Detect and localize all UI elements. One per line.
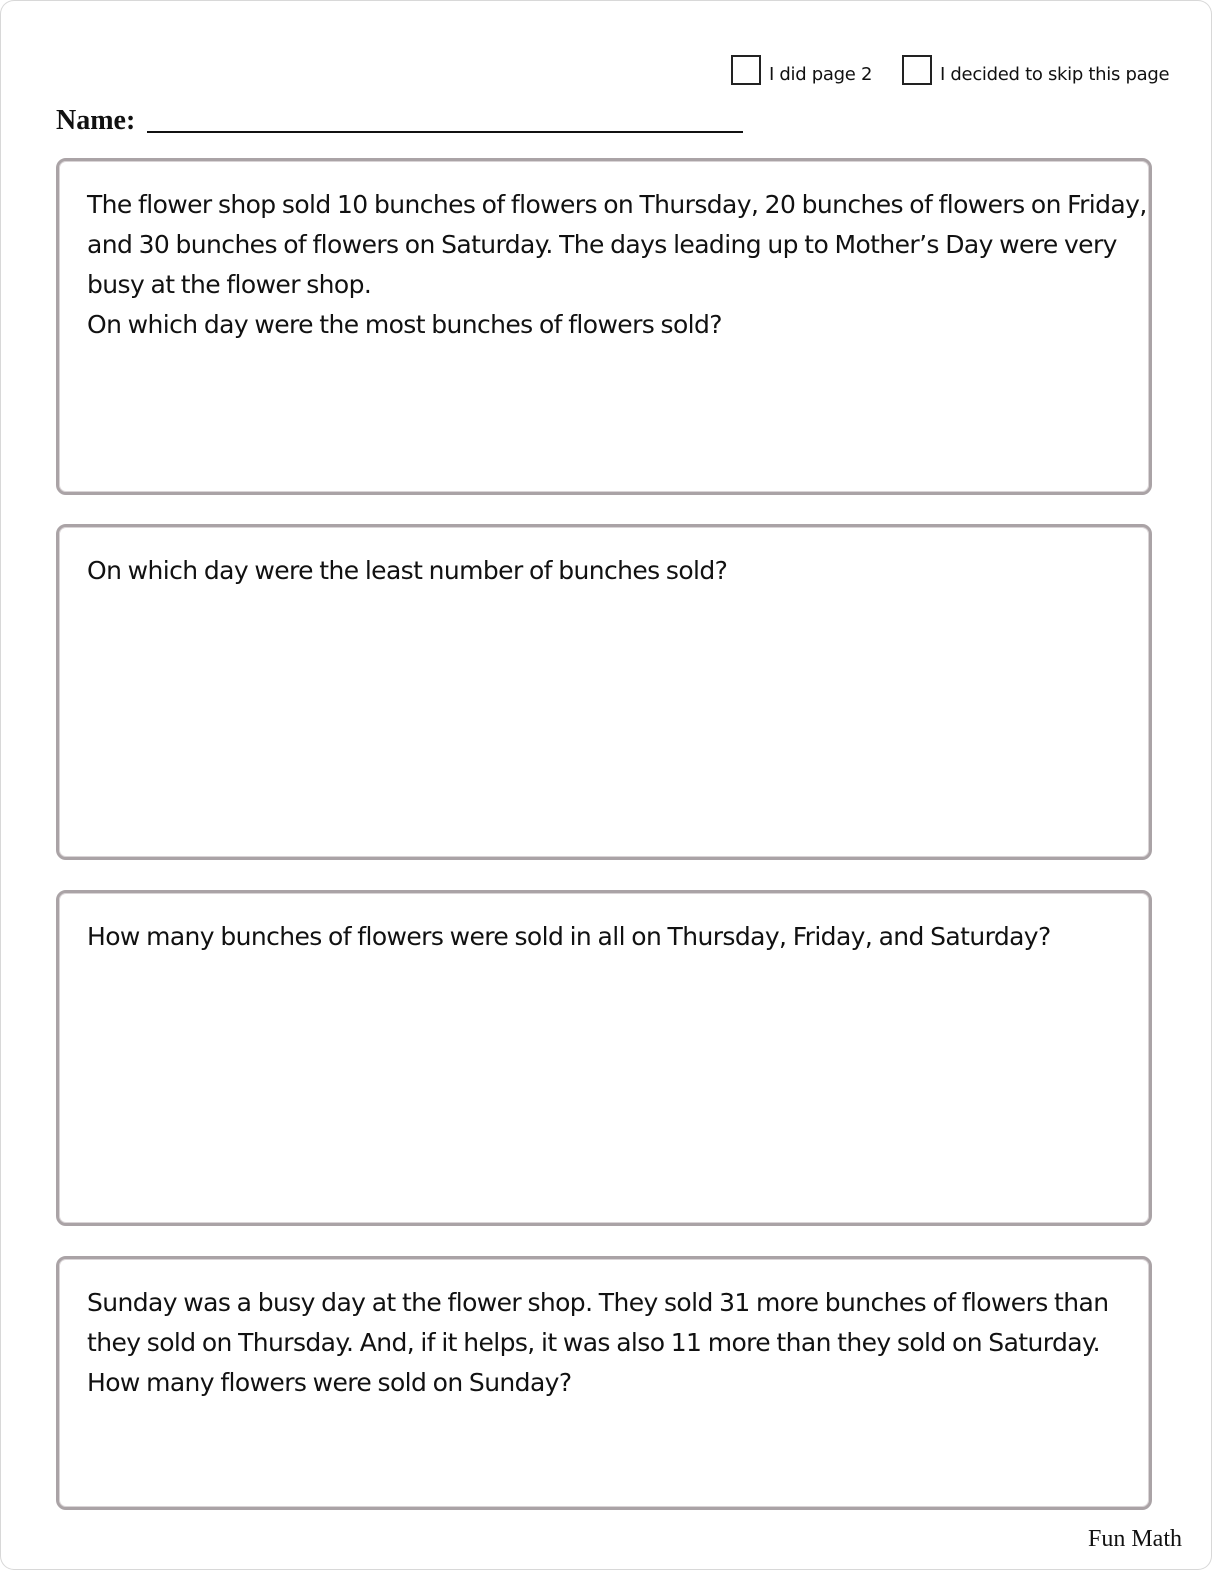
name-input[interactable] bbox=[147, 103, 743, 133]
question-line: On which day were the most bunches of flowers sold? bbox=[87, 310, 722, 339]
question-line: and 30 bunches of flowers on Saturday. The days leading up to Mother’s Day were very bbox=[87, 230, 1117, 259]
question-box-2[interactable] bbox=[56, 524, 1152, 860]
skip-page-group bbox=[902, 54, 1169, 85]
name-row bbox=[56, 103, 743, 137]
did-page-checkbox[interactable] bbox=[731, 55, 761, 85]
question-line: The flower shop sold 10 bunches of flowers on Thursday, 20 bunches of flowers on Friday, bbox=[87, 190, 1147, 219]
skip-page-checkbox[interactable] bbox=[902, 55, 932, 85]
question-box-1[interactable] bbox=[56, 158, 1152, 495]
question-line: Sunday was a busy day at the flower shop. They sold 31 more bunches of flowers than bbox=[87, 1288, 1109, 1317]
question-box-4[interactable] bbox=[56, 1256, 1152, 1510]
did-page-group bbox=[731, 54, 872, 85]
question-line: busy at the flower shop. bbox=[87, 270, 372, 299]
question-text-1 bbox=[87, 185, 1147, 345]
question-line: How many flowers were sold on Sunday? bbox=[87, 1368, 572, 1397]
question-box-3[interactable] bbox=[56, 890, 1152, 1226]
question-line: they sold on Thursday. And, if it helps, it was also 11 more than they sold on Saturday. bbox=[87, 1328, 1100, 1357]
question-text-4 bbox=[87, 1283, 1109, 1403]
question-text-3 bbox=[87, 917, 1109, 957]
question-line: On which day were the least number of bunches sold? bbox=[87, 556, 728, 585]
did-page-label: I did page 2 bbox=[769, 64, 873, 85]
footer-text: Fun Math bbox=[1087, 1526, 1182, 1552]
question-text-2 bbox=[87, 551, 1109, 591]
name-label: Name: bbox=[56, 105, 136, 136]
question-line: How many bunches of flowers were sold in all on Thursday, Friday, and Saturday? bbox=[87, 922, 1051, 951]
skip-page-label: I decided to skip this page bbox=[940, 64, 1170, 85]
